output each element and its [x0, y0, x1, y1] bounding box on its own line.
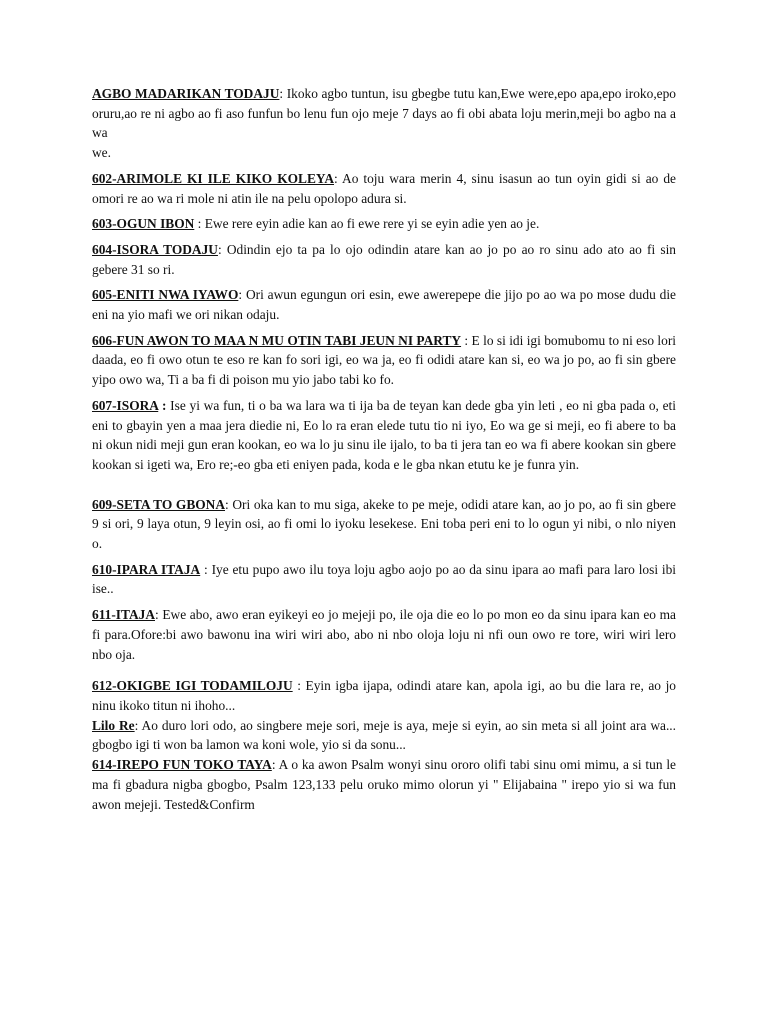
paragraph-body: Ikoko agbo tuntun, isu gbegbe tutu kan,Ewe were,epo apa,epo iroko,epo oruru,ao re ni agbo ao fi aso funfun bo lenu fun ojo meje 7 days ao fi obi abata loju merin,meji bo agbo na a wa — [92, 86, 676, 141]
paragraph-lilo-re: Lilo Re: Ao duro lori odo, ao singbere meje sori, meje is aya, meje si eyin, ao sin meta si all joint ara wa... gbogbo igi ti won ba lamon wa koni wole, yio si da sonu... — [92, 717, 676, 753]
paragraph-605: 605-ENITI NWA IYAWO: Ori awun egungun ori esin, ewe awerepepe die jijo po ao wa po mose dudu die eni na yio mafi we ori nikan odaju. — [92, 287, 676, 323]
paragraph-heading: 604-ISORA TODAJU — [92, 241, 218, 257]
paragraph-heading: 610-IPARA ITAJA — [92, 561, 201, 577]
paragraph-607: 607-ISORA : Ise yi wa fun, ti o ba wa lara wa ti ija ba de teyan kan dede gba yin leti , eo ni gba pada o, eti eni to gbayin yen a maa jera diedie ni, Eo lo ra eran elede tutu tio ni iyo, Eo wa ge si meji, eo fi abere to ba ni okun nidi meji gun eran kookan, eo wa lo ju sinu ile ijalo, to ba ti jera tan eo wa fi abere kookan sin gbere kookan si igeti wa, Ero re;-eo gba eti eniyen pada, koda e le gba nkan etutu ke je funra yin. — [92, 397, 676, 472]
paragraph-604: 604-ISORA TODAJU: Odindin ejo ta pa lo ojo odindin atare kan ao jo po ao ro sinu ado ato ao fi sin gebere 31 so ri. — [92, 241, 676, 277]
paragraph-body: Ori oka kan to mu siga, akeke to pe meje, odidi atare kan, ao jo po, ao fi sin gbere 9 si ori, 9 laya otun, 9 leyin osi, ao fi omi lo iyoku lesekese. Eni toba peri eni to lo ogun yi nibi, o nlo niyen o. — [92, 496, 676, 552]
paragraph-body: Iye etu pupo awo ilu toya loju agbo aojo po ao da sinu ipara ao mafi para laro losi ibi ise.. — [92, 561, 676, 597]
paragraph-tail: we. — [92, 145, 111, 161]
paragraph-body: E lo si idi igi bomubomu to ni eso lori daada, eo fi owo otun te eso re kan fo sori igi, eo wa ja, eo fi odidi atare kan si, eo wa jo po, ao fi sin gbere yipo owo wa, Ti a ba fi di poison mu yio jabo tabi ko fo. — [92, 332, 676, 388]
paragraph-body: A o ka awon Psalm wonyi sinu ororo olifi tabi sinu omi mimu, a si tun le ma fi gbadura nigba gbogbo, Psalm 123,133 pelu oruko mimo olorun yi " Elijabaina " irepo yio si wa fun awon mejeji. Tested&Confirm — [92, 757, 676, 812]
paragraph-body: Ise yi wa fun, ti o ba wa lara wa ti ija ba de teyan kan dede gba yin leti , eo ni gba pada o, eti eni to gbayin yen a maa jera diedie ni, Eo lo ra eran elede tutu tio ni iyo, Eo wa ge si meji, eo fi abere to ba ni okun nidi meji gun eran kookan, eo wa lo ju sinu ile ijalo, to ba ti jera tan eo wa fi abere kookan sin gbere kookan si igeti wa, Ero re;-eo gba eti eniyen pada, koda e le gba nkan etutu ke je funra yin. — [92, 397, 676, 472]
paragraph-heading: 614-IREPO FUN TOKO TAYA — [92, 757, 272, 773]
paragraph-heading: 609-SETA TO GBONA — [92, 496, 226, 512]
paragraph-609: 609-SETA TO GBONA: Ori oka kan to mu siga, akeke to pe meje, odidi atare kan, ao jo po, ao fi sin gbere 9 si ori, 9 laya otun, 9 leyin osi, ao fi omi lo iyoku lesekese. Eni toba peri eni to lo ogun yi nibi, o nlo niyen o. — [92, 496, 676, 552]
paragraph-heading: 611-ITAJA — [92, 607, 155, 623]
paragraph-body: Ewe rere eyin adie kan ao fi ewe rere yi se eyin adie yen ao je. — [201, 216, 540, 232]
paragraph-agbo-madarikan: AGBO MADARIKAN TODAJU: Ikoko agbo tuntun, isu gbegbe tutu kan,Ewe were,epo apa,epo iroko,epo oruru,ao re ni agbo ao fi aso funfun bo lenu fun ojo meje 7 days ao fi obi abata loju merin,meji bo agbo na a wa we. — [92, 84, 676, 163]
paragraph-614: 614-IREPO FUN TOKO TAYA: A o ka awon Psalm wonyi sinu ororo olifi tabi sinu omi mimu, a si tun le ma fi gbadura nigba gbogbo, Psalm 123,133 pelu oruko mimo olorun yi " Elijabaina " irepo yio si wa fun awon mejeji. Tested&Confirm — [92, 757, 676, 812]
paragraph-603: 603-OGUN IBON : Ewe rere eyin adie kan ao fi ewe rere yi se eyin adie yen ao je. — [92, 216, 540, 232]
paragraph-heading: 603-OGUN IBON — [92, 216, 195, 232]
paragraph-body: Ori awun egungun ori esin, ewe awerepepe die jijo po ao wa po mose dudu die eni na yio mafi we ori nikan odaju. — [92, 287, 676, 323]
paragraph-body: Ewe abo, awo eran eyikeyi eo jo mejeji po, ile oja die eo lo po mon eo da sinu ipara kan eo ma fi para.Ofore:bi awo bawonu ina wiri wiri abo, abo ni nbo oloja loju ni nfi oun owo re tore, wiri wiri lero nbo oja. — [92, 607, 676, 662]
paragraph-heading: 605-ENITI NWA IYAWO — [92, 287, 239, 303]
paragraph-610: 610-IPARA ITAJA : Iye etu pupo awo ilu toya loju agbo aojo po ao da sinu ipara ao mafi para laro losi ibi ise.. — [92, 561, 676, 597]
paragraph-body: Ao duro lori odo, ao singbere meje sori, meje is aya, meje si eyin, ao sin meta si all joint ara wa... gbogbo igi ti won ba lamon wa koni wole, yio si da sonu... — [92, 717, 676, 753]
paragraph-body: Ao toju wara merin 4, sinu isasun ao tun oyin gidi si ao de omori re ao wa ri mole ni atin ile na pelu opolopo adura si. — [92, 170, 676, 206]
paragraph-heading: 612-OKIGBE IGI TODAMILOJU — [92, 678, 293, 694]
paragraph-611: 611-ITAJA: Ewe abo, awo eran eyikeyi eo jo mejeji po, ile oja die eo lo po mon eo da sinu ipara kan eo ma fi para.Ofore:bi awo bawonu ina wiri wiri abo, abo ni nbo oloja loju ni nfi oun owo re tore, wiri wiri lero nbo oja. — [92, 607, 676, 662]
paragraph-heading: Lilo Re — [92, 717, 135, 733]
paragraph-body: Eyin igba ijapa, odindi atare kan, apola igi, ao bu die lara re, ao jo ninu ikoko titun ni ihoho... — [92, 678, 677, 713]
paragraph-heading: AGBO MADARIKAN TODAJU — [92, 86, 280, 101]
paragraph-612: 612-OKIGBE IGI TODAMILOJU : Eyin igba ijapa, odindi atare kan, apola igi, ao bu die lara re, ao jo ninu ikoko titun ni ihoho... — [92, 678, 677, 713]
paragraph-body: Odindin ejo ta pa lo ojo odindin atare kan ao jo po ao ro sinu ado ato ao fi sin gebere 31 so ri. — [92, 241, 676, 277]
paragraph-heading: 607-ISORA — [92, 397, 159, 413]
paragraph-606: 606-FUN AWON TO MAA N MU OTIN TABI JEUN NI PARTY : E lo si idi igi bomubomu to ni eso lori daada, eo fi owo otun te eso re kan fo sori igi, eo wa ja, eo fi odidi atare kan si, eo wa jo po, ao fi sin gbere yipo owo wa, Ti a ba fi di poison mu yio jabo tabi ko fo. — [92, 332, 676, 388]
paragraph-602: 602-ARIMOLE KI ILE KIKO KOLEYA: Ao toju wara merin 4, sinu isasun ao tun oyin gidi si ao de omori re ao wa ri mole ni atin ile na pelu opolopo adura si. — [92, 170, 676, 206]
paragraph-heading: 606-FUN AWON TO MAA N MU OTIN TABI JEUN NI PARTY — [92, 332, 462, 348]
document-page — [92, 84, 676, 820]
paragraph-heading: 602-ARIMOLE KI ILE KIKO KOLEYA — [92, 170, 335, 186]
